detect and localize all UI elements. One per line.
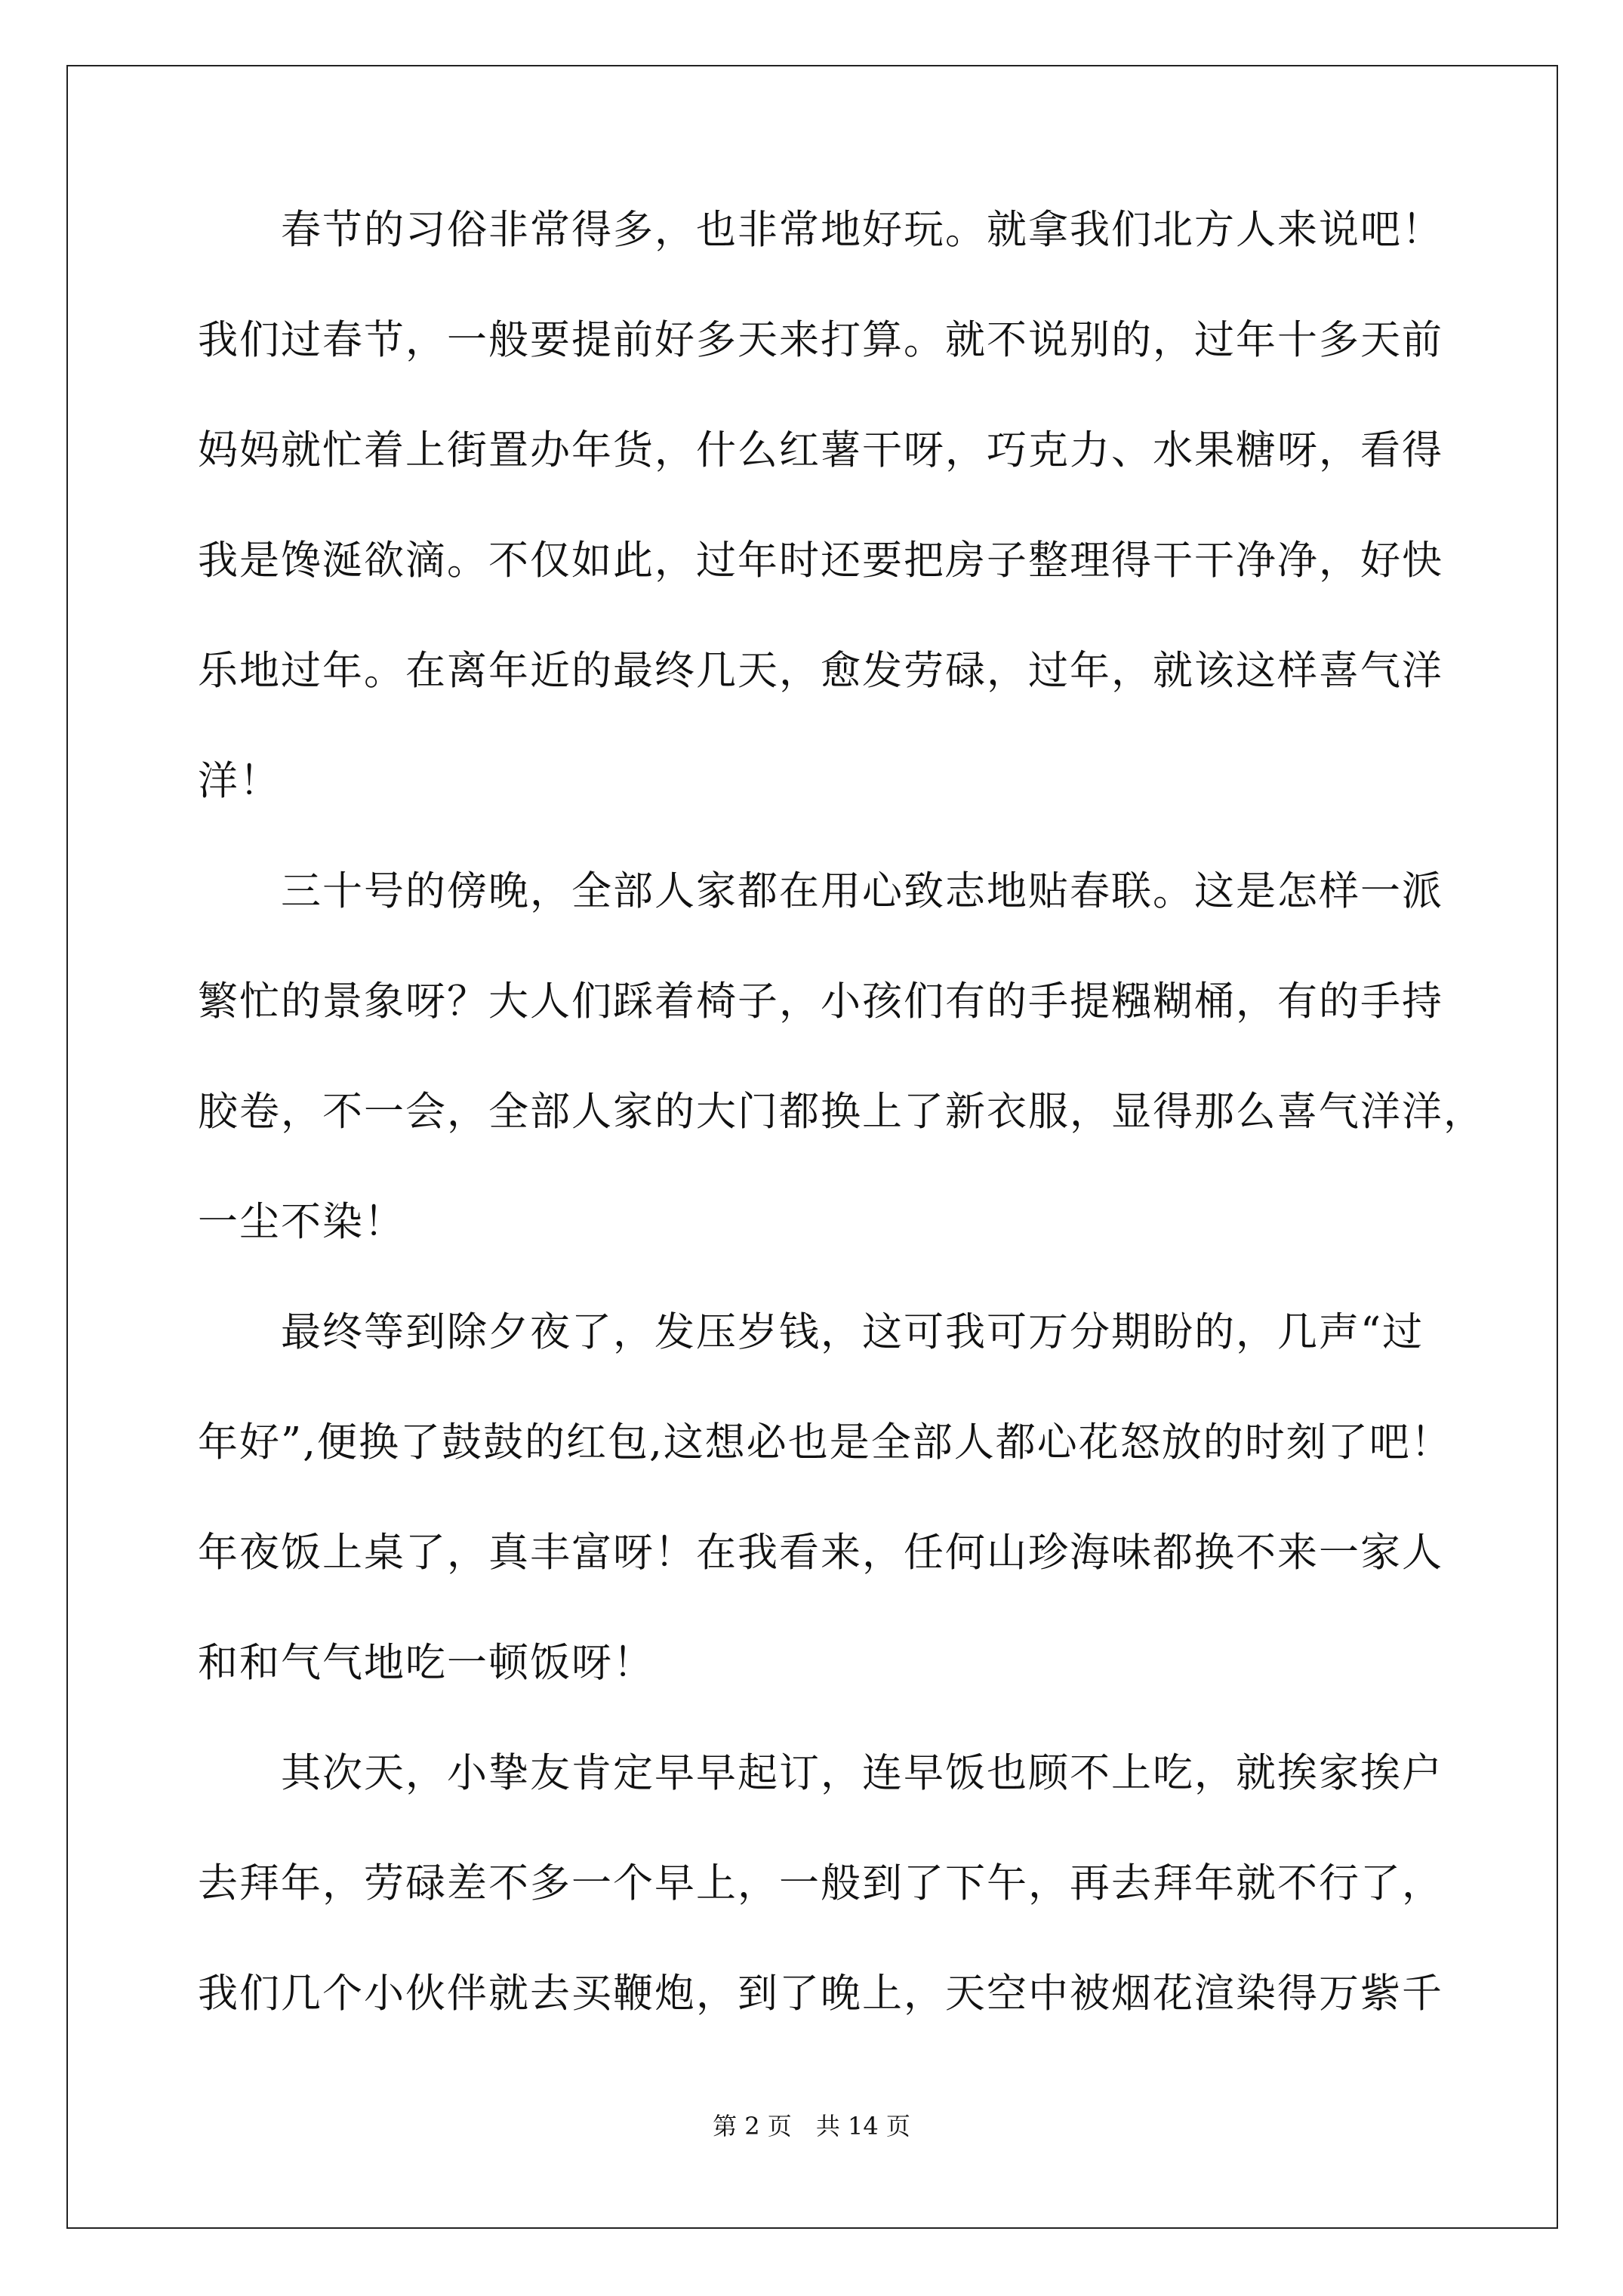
text-line: 我们过春节，一般要提前好多天来打算。就不说别的，过年十多天前 xyxy=(198,317,1443,363)
text-line: 最终等到除夕夜了，发压岁钱，这可我可万分期盼的，几声“过 xyxy=(281,1309,1424,1355)
text-line: 我们几个小伙伴就去买鞭炮，到了晚上，天空中被烟花渲染得万紫千 xyxy=(198,1971,1443,2017)
text-line: 和和气气地吃一顿饭呀！ xyxy=(198,1640,654,1686)
text-line: 洋！ xyxy=(198,758,281,804)
text-line: 胶卷，不一会，全部人家的大门都换上了新衣服，显得那么喜气洋洋， xyxy=(198,1089,1485,1135)
document-body xyxy=(198,205,1485,2079)
text-line: 年夜饭上桌了，真丰富呀！在我看来，任何山珍海味都换不来一家人 xyxy=(198,1530,1443,1576)
text-line: 繁忙的景象呀？大人们踩着椅子，小孩们有的手提糨糊桶，有的手持 xyxy=(198,978,1443,1025)
page-number: 第 2 页 xyxy=(713,2112,792,2140)
text-line: 我是馋涎欲滴。不仅如此，过年时还要把房子整理得干干净净，好快 xyxy=(198,538,1443,584)
text-line: 乐地过年。在离年近的最终几天，愈发劳碌，过年，就该这样喜气洋 xyxy=(198,648,1443,694)
text-line: 年好”,便换了鼓鼓的红包,这想必也是全部人都心花怒放的时刻了吧！ xyxy=(198,1419,1452,1465)
text-line: 去拜年，劳碌差不多一个早上，一般到了下午，再去拜年就不行了， xyxy=(198,1860,1443,1906)
text-line: 春节的习俗非常得多，也非常地好玩。就拿我们北方人来说吧！ xyxy=(281,207,1443,253)
text-line: 一尘不染！ xyxy=(198,1199,405,1245)
text-line: 妈妈就忙着上街置办年货，什么红薯干呀，巧克力、水果糖呀，看得 xyxy=(198,427,1443,473)
text-line: 其次天，小挚友肯定早早起订，连早饭也顾不上吃，就挨家挨户 xyxy=(281,1750,1443,1796)
page-footer xyxy=(0,2111,1623,2141)
page-total: 共 14 页 xyxy=(815,2112,910,2140)
text-line: 三十号的傍晚，全部人家都在用心致志地贴春联。这是怎样一派 xyxy=(281,868,1443,914)
